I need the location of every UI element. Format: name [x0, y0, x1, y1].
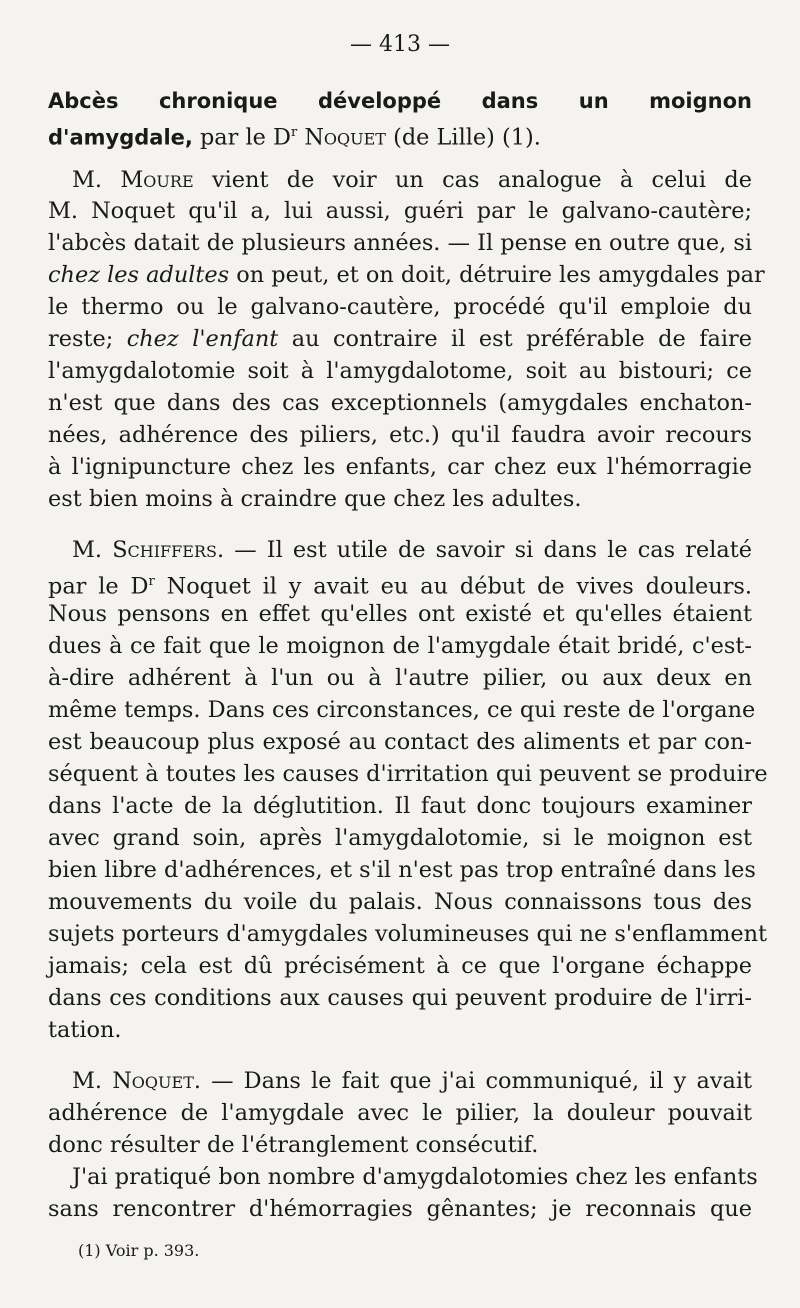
paragraph-line: n'est que dans des cas exceptionnels (amygdales enchaton- [48, 390, 752, 416]
paragraph-line: donc résulter de l'étranglement consécutif. [48, 1132, 539, 1158]
paragraph-line: sujets porteurs d'amygdales volumineuses qui ne s'enflamment [48, 921, 768, 947]
paragraph-line: M. Noquet. — Dans le fait que j'ai communiqué, il y avait [72, 1068, 752, 1094]
paragraph-line: à-dire adhérent à l'un ou à l'autre pilier, ou aux deux en [48, 665, 752, 691]
paragraph-line: même temps. Dans ces circonstances, ce qui reste de l'organe [48, 697, 756, 723]
paragraph-line: séquent à toutes les causes d'irritation qui peuvent se produire [48, 761, 768, 787]
paragraph-line: reste; chez l'enfant au contraire il est préférable de faire [48, 326, 752, 352]
paragraph-line: le thermo ou le galvano-cautère, procédé qu'il emploie du [48, 294, 752, 320]
paragraph-line: à l'ignipuncture chez les enfants, car chez eux l'hémorragie [48, 454, 752, 480]
paragraph-line: bien libre d'adhérences, et s'il n'est pas trop entraîné dans les [48, 857, 756, 883]
paragraph-line: M. Moure vient de voir un cas analogue à celui de [72, 167, 752, 193]
footnote: (1) Voir p. 393. [78, 1241, 200, 1260]
paragraph-line: dans l'acte de la déglutition. Il faut donc toujours examiner [48, 793, 752, 819]
section-title-line-2: d'amygdale, par le $D^r$ Noquet (de Lille) (1). [48, 124, 541, 151]
paragraph-line: tation. [48, 1017, 122, 1043]
paragraph-line: nées, adhérence des piliers, etc.) qu'il faudra avoir recours [48, 422, 752, 448]
author-name: Noquet [304, 124, 386, 151]
paragraph-line: l'abcès datait de plusieurs années. — Il pense en outre que, si [48, 230, 752, 256]
paragraph-line: avec grand soin, après l'amygdalotomie, si le moignon est [48, 825, 752, 851]
section-title-line-1: Abcès chronique développé dans un moignon [48, 89, 752, 113]
paragraph-line: par le $D^r$ Noquet il y avait eu au début de vives douleurs. [48, 573, 753, 600]
paragraph-line: M. Noquet qu'il a, lui aussi, guéri par le galvano-cautère; [48, 198, 752, 224]
paragraph-line: l'amygdalotomie soit à l'amygdalotome, soit au bistouri; ce [48, 358, 752, 384]
page-number: — 413 — [350, 32, 450, 57]
paragraph-line: Nous pensons en effet qu'elles ont existé et qu'elles étaient [48, 601, 752, 627]
paragraph-line: est beaucoup plus exposé au contact des aliments et par con- [48, 729, 752, 755]
paragraph-line: adhérence de l'amygdale avec le pilier, la douleur pouvait [48, 1100, 752, 1126]
paragraph-line: M. Schiffers. — Il est utile de savoir si dans le cas relaté [72, 537, 752, 563]
paragraph-line: chez les adultes on peut, et on doit, détruire les amygdales par [48, 262, 765, 288]
paragraph-line: dans ces conditions aux causes qui peuvent produire de l'irri- [48, 985, 752, 1011]
paragraph-line: dues à ce fait que le moignon de l'amygdale était bridé, c'est- [48, 633, 752, 659]
paragraph-line: mouvements du voile du palais. Nous connaissons tous des [48, 889, 752, 915]
paragraph-line: jamais; cela est dû précisément à ce que l'organe échappe [48, 953, 752, 979]
paragraph-line: J'ai pratiqué bon nombre d'amygdalotomies chez les enfants [72, 1164, 758, 1190]
paragraph-line: est bien moins à craindre que chez les adultes. [48, 486, 582, 512]
paragraph-line: sans rencontrer d'hémorragies gênantes; je reconnais que [48, 1196, 752, 1222]
